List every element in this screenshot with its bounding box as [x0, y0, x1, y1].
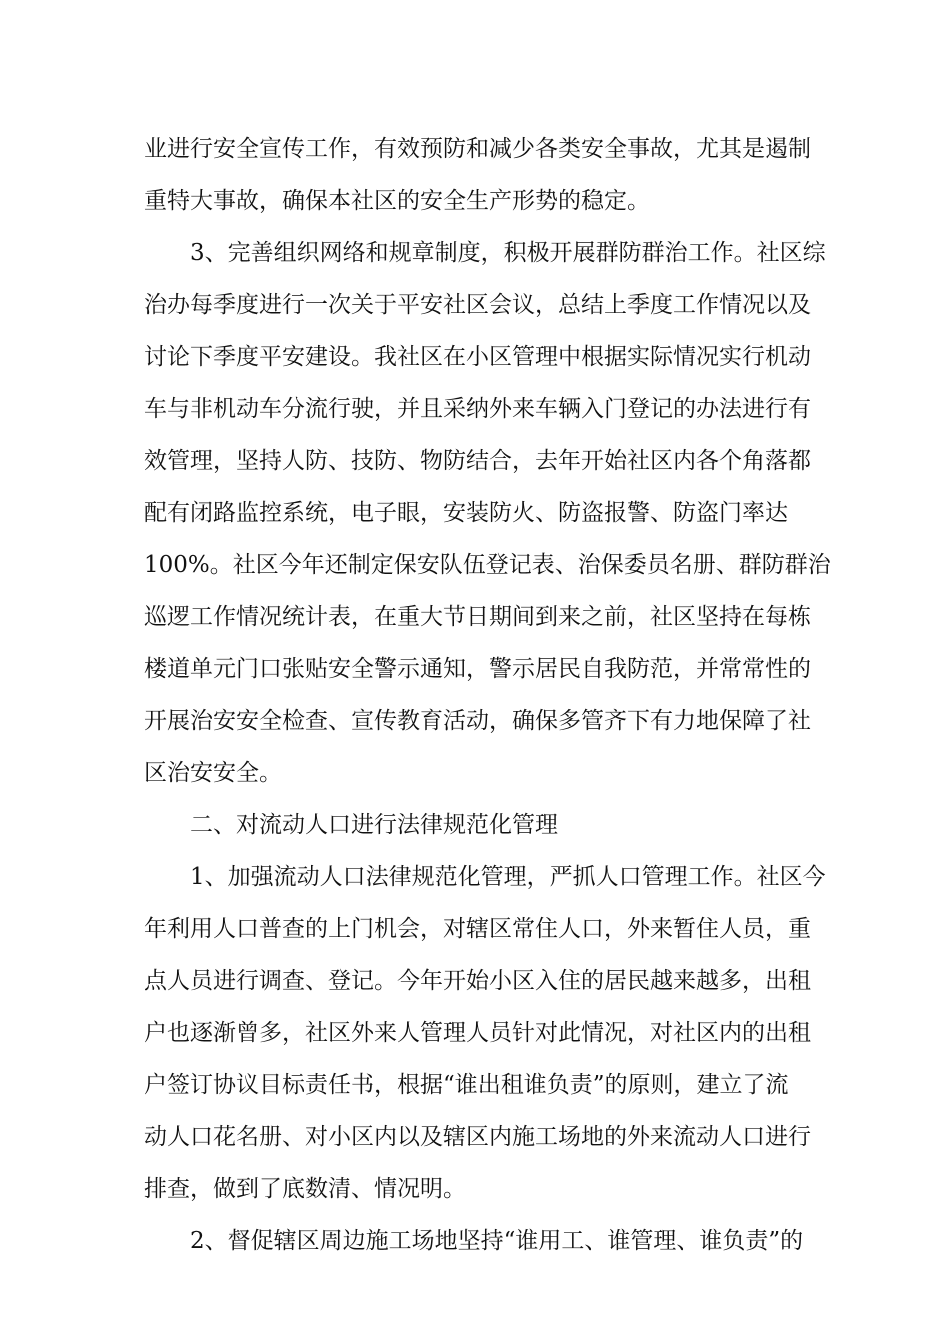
text-line: 排查，做到了底数清、情况明。: [144, 1176, 466, 1202]
text-line: 配有闭路监控系统，电子眼，安装防火、防盗报警、防盗门率达: [144, 500, 788, 526]
section-heading: 二、对流动人口进行法律规范化管理: [190, 812, 558, 838]
paragraph-start-line: 1、加强流动人口法律规范化管理，严抓人口管理工作。社区今: [190, 864, 826, 890]
text-line: 重特大事故，确保本社区的安全生产形势的稳定。: [144, 188, 650, 214]
text-line: 效管理，坚持人防、技防、物防结合，去年开始社区内各个角落都: [144, 448, 811, 474]
text-line: 楼道单元门口张贴安全警示通知，警示居民自我防范，并常常性的: [144, 656, 811, 682]
text-line: 车与非机动车分流行驶，并且采纳外来车辆入门登记的办法进行有: [144, 396, 811, 422]
text-line: 治办每季度进行一次关于平安社区会议，总结上季度工作情况以及: [144, 292, 811, 318]
text-line: 开展治安安全检查、宣传教育活动，确保多管齐下有力地保障了社: [144, 708, 811, 734]
text-line: 业进行安全宣传工作，有效预防和减少各类安全事故，尤其是遏制: [144, 136, 811, 162]
paragraph-start-line: 3、完善组织网络和规章制度，积极开展群防群治工作。社区综: [190, 240, 826, 266]
text-line: 讨论下季度平安建设。我社区在小区管理中根据实际情况实行机动: [144, 344, 811, 370]
text-line: 户签订协议目标责任书，根据“谁出租谁负责”的原则，建立了流: [144, 1072, 789, 1098]
text-line: 点人员进行调查、登记。今年开始小区入住的居民越来越多，出租: [144, 968, 811, 994]
text-line: 100%。社区今年还制定保安队伍登记表、治保委员名册、群防群治: [144, 552, 831, 578]
text-line: 动人口花名册、对小区内以及辖区内施工场地的外来流动人口进行: [144, 1124, 811, 1150]
text-line: 巡逻工作情况统计表，在重大节日期间到来之前，社区坚持在每栋: [144, 604, 811, 630]
text-line: 区治安安全。: [144, 760, 282, 786]
paragraph-start-line: 2、督促辖区周边施工场地坚持“谁用工、谁管理、谁负责”的: [190, 1228, 804, 1254]
text-line: 户也逐渐曾多，社区外来人管理人员针对此情况，对社区内的出租: [144, 1020, 811, 1046]
text-line: 年利用人口普查的上门机会，对辖区常住人口，外来暂住人员，重: [144, 916, 811, 942]
